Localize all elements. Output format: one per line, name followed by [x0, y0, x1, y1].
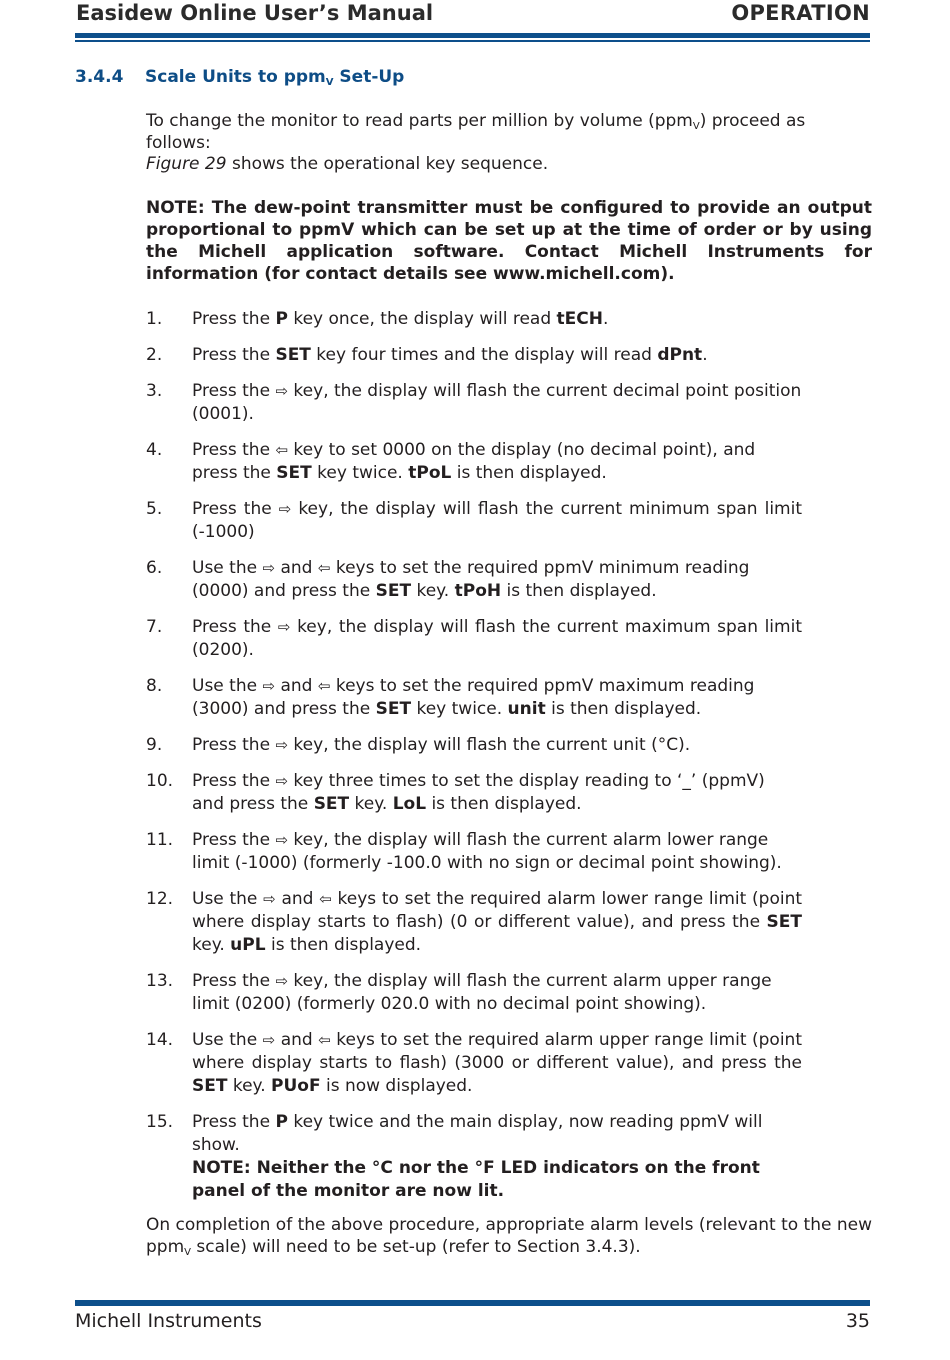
right-arrow-key-icon: ⇨ [262, 1031, 276, 1049]
set-key: SET [375, 699, 412, 719]
display-code: tECH [556, 309, 603, 329]
step-2: 2. Press the SET key four times and the display will read dPnt. [146, 345, 708, 365]
left-arrow-key-icon: ⇦ [317, 677, 331, 695]
config-note: NOTE: The dew-point transmitter must be configured to provide an output proportional to ppmV which can be set up at the time of order or by using the Michell application software. Contact Michell Instruments for information (for contact details see www.michell.com). [146, 198, 872, 284]
footer-company: Michell Instruments [75, 1310, 262, 1332]
step-8: 8. Use the ⇨ and ⇦ keys to set the required ppmV maximum reading (3000) and press the SET key twice. unit is then displayed. [146, 676, 755, 719]
figure-reference: Figure 29 shows the operational key sequence. [146, 154, 549, 174]
step-13: 13. Press the ⇨ key, the display will flash the current alarm upper range limit (0200) (formerly 020.0 with no decimal point showing). [146, 971, 772, 1014]
set-key: SET [276, 463, 312, 483]
header-section: OPERATION [731, 1, 870, 25]
step-5: 5. Press the ⇨ key, the display will flash the current minimum span limit (-1000) [146, 499, 802, 542]
display-code: uPL [230, 935, 266, 955]
p-key: P [275, 1112, 288, 1132]
right-arrow-key-icon: ⇨ [262, 559, 276, 577]
right-arrow-key-icon: ⇨ [275, 736, 289, 754]
step-4: 4. Press the ⇦ key to set 0000 on the display (no decimal point), and press the SET key twice. tPoL is then displayed. [146, 440, 756, 483]
header-title: Easidew Online User’s Manual [76, 1, 434, 25]
step-7: 7. Press the ⇨ key, the display will flash the current maximum span limit (0200). [146, 617, 802, 660]
step-10: 10. Press the ⇨ key three times to set the display reading to ‘_’ (ppmV) and press the SET key. LoL is then displayed. [146, 771, 765, 814]
figure-link: Figure 29 [146, 154, 227, 174]
footer-rule [75, 1300, 870, 1306]
display-code: unit [507, 699, 546, 719]
step-12: 12. Use the ⇨ and ⇦ keys to set the required alarm lower range limit (point where display starts to flash) (0 or different value), and press the SET key. uPL is then displayed. [146, 889, 803, 955]
step-6: 6. Use the ⇨ and ⇦ keys to set the required ppmV minimum reading (0000) and press the SET key. tPoH is then displayed. [146, 558, 750, 601]
procedure-steps [146, 308, 806, 1216]
right-arrow-key-icon: ⇨ [277, 618, 291, 636]
step-15: 15. Press the P key twice and the main display, now reading ppmV will show. NOTE: Neither the °C nor the °F LED indicators on the front panel of the monitor are now lit. [146, 1111, 806, 1203]
right-arrow-key-icon: ⇨ [262, 677, 276, 695]
step-9: 9. Press the ⇨ key, the display will flash the current unit (°C). [146, 735, 691, 755]
set-key: SET [275, 345, 311, 365]
set-key: SET [766, 912, 802, 932]
display-code: tPoL [408, 463, 452, 483]
completion-paragraph: On completion of the above procedure, appropriate alarm levels (relevant to the new ppm$_V$ scale) will need to be set-up (refer to Section 3.4.3). [146, 1215, 872, 1258]
header-rule [75, 33, 870, 38]
p-key: P [275, 309, 288, 329]
section-number: 3.4.4 [75, 67, 124, 87]
section-heading [75, 66, 404, 88]
set-key: SET [375, 581, 412, 601]
display-code: tPoH [454, 581, 502, 601]
step-14: 14. Use the ⇨ and ⇦ keys to set the required alarm upper range limit (point where display starts to flash) (3000 or different value), and press the SET key. PUoF is now displayed. [146, 1030, 802, 1096]
step-1: 1. Press the P key once, the display will read tECH. [146, 309, 609, 329]
right-arrow-key-icon: ⇨ [278, 500, 292, 518]
display-code: PUoF [271, 1076, 321, 1096]
left-arrow-key-icon: ⇦ [319, 890, 332, 908]
right-arrow-key-icon: ⇨ [275, 972, 289, 990]
left-arrow-key-icon: ⇦ [318, 1031, 331, 1049]
display-code: dPnt [657, 345, 703, 365]
intro-paragraph: To change the monitor to read parts per million by volume (ppm$_V$) proceed as follows: [146, 111, 806, 153]
led-note: NOTE: Neither the °C nor the °F LED indicators on the front panel of the monitor are now lit. [192, 1158, 760, 1201]
section-title: Scale Units to ppm$_V$ Set-Up [145, 67, 405, 88]
display-code: LoL [392, 794, 427, 814]
page-number: 35 [845, 1310, 870, 1332]
right-arrow-key-icon: ⇨ [275, 831, 289, 849]
step-11: 11. Press the ⇨ key, the display will flash the current alarm lower range limit (-1000) (formerly -100.0 with no sign or decimal point showing). [146, 830, 782, 873]
left-arrow-key-icon: ⇦ [317, 559, 331, 577]
right-arrow-key-icon: ⇨ [275, 772, 289, 790]
set-key: SET [192, 1076, 228, 1096]
step-3: 3. Press the ⇨ key, the display will flash the current decimal point position (0001). [146, 381, 802, 424]
set-key: SET [313, 794, 350, 814]
right-arrow-key-icon: ⇨ [275, 382, 289, 400]
header-rule-thin [75, 40, 870, 42]
right-arrow-key-icon: ⇨ [263, 890, 276, 908]
left-arrow-key-icon: ⇦ [275, 441, 289, 459]
